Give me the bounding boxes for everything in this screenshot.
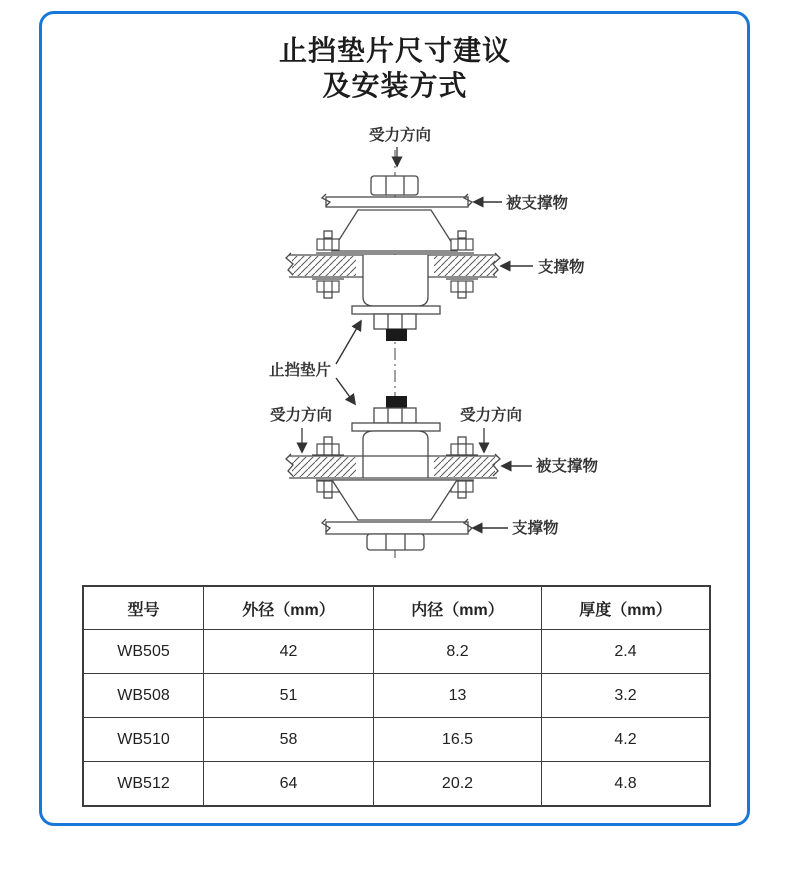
bottom-bolt-nut: [367, 534, 424, 550]
installation-diagram: [250, 110, 640, 570]
support-plate-bottom: [322, 519, 472, 534]
cell-model: WB510: [83, 718, 204, 762]
support-object-label-top: 支撑物: [538, 259, 585, 276]
page-title-line1: 止挡垫片尺寸建议: [278, 35, 511, 66]
top-bolt-head: [371, 176, 418, 195]
mount-body-top: [332, 210, 457, 251]
cell-model: WB505: [83, 630, 204, 674]
callout-stop-washer-down: [336, 378, 355, 404]
force-direction-label-top: 受力方向: [368, 127, 432, 144]
force-direction-label-left: 受力方向: [269, 407, 333, 424]
col-header-inner-diameter: 内径（mm）: [374, 586, 542, 630]
callout-stop-washer-up: [336, 321, 361, 364]
mount-body-bottom: [332, 480, 457, 520]
cell-inner: 13: [374, 674, 542, 718]
page-title-line2: 及安装方式: [322, 70, 468, 101]
table-header-row: [83, 586, 710, 630]
stop-washer-bottom: [386, 396, 407, 408]
cell-outer: 42: [204, 630, 374, 674]
supported-object-label-top: 被支撑物: [506, 195, 569, 212]
page-title: [0, 33, 790, 103]
table-row: [83, 674, 710, 718]
col-header-model: 型号: [83, 586, 204, 630]
table-row: [83, 630, 710, 674]
force-direction-label-right: 受力方向: [459, 407, 523, 424]
cell-model: WB512: [83, 762, 204, 807]
col-header-thickness: 厚度（mm）: [542, 586, 711, 630]
cell-thickness: 3.2: [542, 674, 711, 718]
upper-mount-assembly: [286, 147, 500, 341]
stop-washer-label: 止挡垫片: [268, 362, 332, 379]
washer-plate-bottom: [352, 423, 440, 431]
cell-outer: 58: [204, 718, 374, 762]
supported-plate-top: [322, 194, 472, 207]
bushing-top: [363, 255, 428, 306]
cell-thickness: 2.4: [542, 630, 711, 674]
cell-outer: 64: [204, 762, 374, 807]
cell-inner: 20.2: [374, 762, 542, 807]
supported-object-label-bottom: 被支撑物: [536, 458, 599, 475]
col-header-outer-diameter: 外径（mm）: [204, 586, 374, 630]
cell-thickness: 4.8: [542, 762, 711, 807]
cell-model: WB508: [83, 674, 204, 718]
cell-inner: 8.2: [374, 630, 542, 674]
size-spec-table: [82, 585, 711, 807]
stop-washer-top: [386, 329, 407, 341]
table-row: [83, 718, 710, 762]
table-row: [83, 762, 710, 807]
cell-outer: 51: [204, 674, 374, 718]
nut-top-assembly: [374, 314, 416, 329]
cell-thickness: 4.2: [542, 718, 711, 762]
support-object-label-bottom: 支撑物: [512, 520, 559, 537]
washer-plate-top: [352, 306, 440, 314]
nut-bottom-assembly: [374, 408, 416, 423]
bushing-bottom: [363, 431, 428, 478]
cell-inner: 16.5: [374, 718, 542, 762]
